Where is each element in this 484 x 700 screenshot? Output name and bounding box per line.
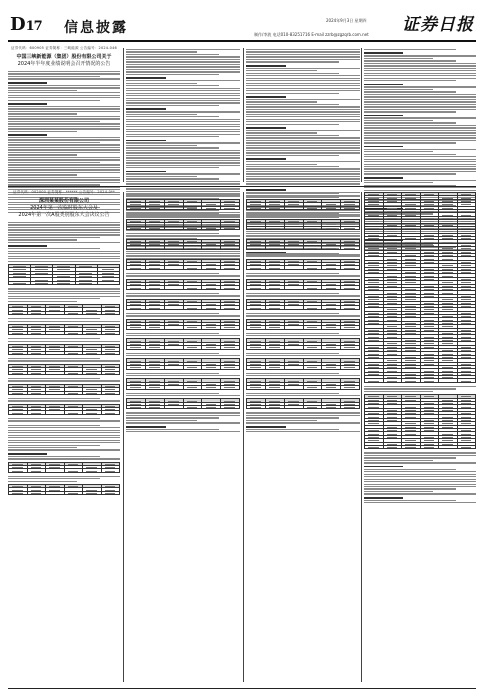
text-lines xyxy=(8,358,120,362)
table-cell xyxy=(341,346,360,349)
table-cell xyxy=(247,326,266,329)
table-cell xyxy=(439,379,458,382)
table-cell xyxy=(28,312,47,315)
table-cell xyxy=(9,392,28,395)
data-table xyxy=(126,219,240,230)
text-lines xyxy=(8,476,120,482)
table-cell xyxy=(127,326,146,329)
table-cell xyxy=(247,266,266,269)
table-cell xyxy=(28,392,47,395)
table-cell xyxy=(322,406,341,409)
table-cell xyxy=(46,352,65,355)
table-cell xyxy=(9,352,28,355)
table-cell xyxy=(304,207,323,210)
table-cell xyxy=(285,386,304,389)
table-cell xyxy=(439,446,458,449)
data-table xyxy=(8,462,120,473)
table-cell xyxy=(247,227,266,230)
data-table xyxy=(8,304,120,315)
table-cell xyxy=(221,366,240,369)
table-cell xyxy=(421,446,440,449)
table-cell xyxy=(146,266,165,269)
table-cell xyxy=(402,446,421,449)
table-cell xyxy=(304,346,323,349)
text-lines xyxy=(8,378,120,382)
table-cell xyxy=(247,406,266,409)
table-cell xyxy=(102,411,121,414)
table-cell xyxy=(146,246,165,249)
column-divider xyxy=(243,48,244,182)
table-cell xyxy=(341,266,360,269)
table-cell xyxy=(83,392,102,395)
text-lines xyxy=(246,333,360,337)
table-cell xyxy=(184,286,203,289)
table-cell xyxy=(83,372,102,375)
table-cell xyxy=(266,366,285,369)
table-cell xyxy=(127,366,146,369)
table-cell xyxy=(322,366,341,369)
table-cell xyxy=(46,392,65,395)
notice-header xyxy=(8,46,120,68)
table-cell xyxy=(322,207,341,210)
table-cell xyxy=(322,286,341,289)
table-cell xyxy=(247,286,266,289)
table-cell xyxy=(402,379,421,382)
table-cell xyxy=(127,406,146,409)
lower-column-3 xyxy=(246,190,360,432)
table-cell xyxy=(146,286,165,289)
table-cell xyxy=(202,366,221,369)
table-cell xyxy=(9,282,31,285)
table-cell xyxy=(65,372,84,375)
table-cell xyxy=(98,282,120,285)
table-cell xyxy=(322,246,341,249)
table-cell xyxy=(165,306,184,309)
table-cell xyxy=(285,227,304,230)
data-table xyxy=(126,259,240,270)
table-cell xyxy=(202,306,221,309)
table-cell xyxy=(46,492,65,495)
text-lines xyxy=(126,233,240,237)
column-divider xyxy=(123,192,124,682)
table-cell xyxy=(146,386,165,389)
table-cell xyxy=(202,246,221,249)
table-cell xyxy=(165,266,184,269)
table-cell xyxy=(184,386,203,389)
text-lines xyxy=(126,273,240,277)
data-table xyxy=(8,484,120,495)
table-cell xyxy=(384,379,403,382)
newspaper-page xyxy=(8,8,476,692)
page-bottom-rule xyxy=(8,688,476,689)
table-cell xyxy=(184,227,203,230)
notice-title: 2024年第一次临时股东大会及 xyxy=(30,205,98,211)
table-cell xyxy=(304,406,323,409)
table-cell xyxy=(127,227,146,230)
table-cell xyxy=(285,306,304,309)
table-cell xyxy=(146,366,165,369)
text-lines xyxy=(8,425,120,460)
notice-subtitle: 2024年半年度业绩说明会召开情况的公告 xyxy=(17,61,111,67)
table-cell xyxy=(341,386,360,389)
table-cell xyxy=(266,306,285,309)
table-cell xyxy=(247,386,266,389)
table-cell xyxy=(46,312,65,315)
table-cell xyxy=(322,386,341,389)
table-cell xyxy=(65,492,84,495)
table-cell xyxy=(304,286,323,289)
text-lines xyxy=(246,393,360,397)
table-cell xyxy=(65,352,84,355)
table-cell xyxy=(53,282,75,285)
data-table xyxy=(246,378,360,389)
table-cell xyxy=(28,372,47,375)
table-cell xyxy=(184,346,203,349)
table-cell xyxy=(266,326,285,329)
text-lines xyxy=(126,293,240,297)
lower-column-2 xyxy=(126,190,240,432)
table-cell xyxy=(221,386,240,389)
data-table xyxy=(126,239,240,250)
table-cell xyxy=(202,326,221,329)
table-cell xyxy=(221,306,240,309)
data-table xyxy=(246,338,360,349)
table-cell xyxy=(65,312,84,315)
table-cell xyxy=(146,306,165,309)
table-cell xyxy=(202,227,221,230)
text-lines xyxy=(8,398,120,402)
data-table xyxy=(126,279,240,290)
table-cell xyxy=(102,392,121,395)
table-cell xyxy=(221,207,240,210)
table-cell xyxy=(9,469,28,472)
data-table xyxy=(246,199,360,210)
table-cell xyxy=(221,227,240,230)
table-cell xyxy=(83,332,102,335)
table-cell xyxy=(46,469,65,472)
text-lines xyxy=(126,373,240,377)
table-cell xyxy=(46,372,65,375)
table-cell xyxy=(184,266,203,269)
text-lines xyxy=(246,273,360,277)
text-lines xyxy=(126,253,240,257)
column-divider xyxy=(361,192,362,682)
table-cell xyxy=(28,332,47,335)
table-cell xyxy=(127,306,146,309)
table-cell xyxy=(28,411,47,414)
table-cell xyxy=(304,306,323,309)
table-cell xyxy=(221,246,240,249)
table-cell xyxy=(322,266,341,269)
table-cell xyxy=(202,346,221,349)
table-cell xyxy=(9,372,28,375)
table-cell xyxy=(247,246,266,249)
data-table xyxy=(126,338,240,349)
table-cell xyxy=(127,346,146,349)
notice-shareholder-meeting xyxy=(8,190,120,495)
data-table xyxy=(364,192,476,383)
table-cell xyxy=(221,286,240,289)
table-cell xyxy=(247,366,266,369)
text-lines xyxy=(8,288,120,302)
table-cell xyxy=(304,366,323,369)
table-cell xyxy=(146,346,165,349)
table-cell xyxy=(322,227,341,230)
table-cell xyxy=(31,282,53,285)
table-cell xyxy=(165,246,184,249)
table-cell xyxy=(83,411,102,414)
table-cell xyxy=(341,366,360,369)
data-table xyxy=(246,259,360,270)
data-table xyxy=(126,398,240,409)
table-cell xyxy=(285,266,304,269)
table-cell xyxy=(285,366,304,369)
table-cell xyxy=(9,332,28,335)
table-cell xyxy=(165,346,184,349)
table-cell xyxy=(184,306,203,309)
table-cell xyxy=(285,326,304,329)
table-cell xyxy=(165,386,184,389)
text-lines xyxy=(126,412,240,432)
table-cell xyxy=(266,207,285,210)
table-cell xyxy=(365,446,384,449)
column-content xyxy=(8,222,120,495)
table-cell xyxy=(247,346,266,349)
text-lines xyxy=(246,193,360,197)
table-cell xyxy=(384,446,403,449)
table-cell xyxy=(127,266,146,269)
table-cell xyxy=(28,352,47,355)
text-lines xyxy=(246,373,360,377)
table-cell xyxy=(341,246,360,249)
text-lines xyxy=(126,193,240,197)
table-cell xyxy=(28,492,47,495)
text-lines xyxy=(246,353,360,357)
table-cell xyxy=(102,332,121,335)
table-cell xyxy=(341,406,360,409)
table-cell xyxy=(184,207,203,210)
column-divider xyxy=(123,48,124,182)
table-cell xyxy=(341,306,360,309)
table-cell xyxy=(65,332,84,335)
notice-header xyxy=(8,190,120,219)
table-cell xyxy=(83,469,102,472)
data-table xyxy=(8,264,120,285)
table-cell xyxy=(65,469,84,472)
table-cell xyxy=(266,406,285,409)
table-cell xyxy=(304,386,323,389)
table-cell xyxy=(266,286,285,289)
table-cell xyxy=(9,492,28,495)
table-cell xyxy=(83,352,102,355)
table-cell xyxy=(127,207,146,210)
table-cell xyxy=(221,406,240,409)
table-cell xyxy=(28,469,47,472)
column-divider xyxy=(361,48,362,182)
table-cell xyxy=(165,286,184,289)
table-cell xyxy=(285,246,304,249)
table-cell xyxy=(202,266,221,269)
table-cell xyxy=(102,372,121,375)
table-cell xyxy=(9,312,28,315)
data-table xyxy=(364,394,476,449)
text-lines xyxy=(8,418,120,422)
editor-contact: 制作/李波 电话010-83251716 E-mail zzrb@zgzqrb.com.net xyxy=(254,32,369,37)
table-cell xyxy=(83,312,102,315)
table-cell xyxy=(165,227,184,230)
table-cell xyxy=(247,207,266,210)
newspaper-logo: 证券日报 xyxy=(402,15,474,35)
table-cell xyxy=(46,411,65,414)
table-cell xyxy=(341,227,360,230)
table-cell xyxy=(322,306,341,309)
data-table xyxy=(8,404,120,415)
table-cell xyxy=(202,386,221,389)
table-cell xyxy=(341,286,360,289)
table-cell xyxy=(322,326,341,329)
table-cell xyxy=(102,312,121,315)
table-cell xyxy=(266,346,285,349)
text-lines xyxy=(246,233,360,237)
table-cell xyxy=(202,286,221,289)
text-lines xyxy=(246,293,360,297)
table-cell xyxy=(146,406,165,409)
table-cell xyxy=(102,469,121,472)
table-cell xyxy=(127,246,146,249)
table-cell xyxy=(127,286,146,289)
table-cell xyxy=(285,346,304,349)
text-lines xyxy=(8,338,120,342)
text-lines xyxy=(126,213,240,217)
table-cell xyxy=(65,411,84,414)
notice-code: 证券代码：600905 证券简称：三峡能源 公告编号：2024-046 xyxy=(11,46,117,50)
table-cell xyxy=(421,379,440,382)
table-cell xyxy=(304,246,323,249)
text-lines xyxy=(8,222,120,262)
table-cell xyxy=(184,406,203,409)
text-lines xyxy=(126,313,240,317)
column-divider xyxy=(243,192,244,682)
table-cell xyxy=(285,406,304,409)
table-cell xyxy=(102,352,121,355)
text-lines xyxy=(246,412,360,432)
table-cell xyxy=(266,386,285,389)
table-cell xyxy=(458,379,477,382)
table-cell xyxy=(165,366,184,369)
data-table xyxy=(126,299,240,310)
table-cell xyxy=(202,207,221,210)
table-cell xyxy=(304,227,323,230)
data-table xyxy=(246,358,360,369)
table-cell xyxy=(341,207,360,210)
data-table xyxy=(246,239,360,250)
table-cell xyxy=(266,246,285,249)
data-table xyxy=(126,358,240,369)
text-lines xyxy=(246,213,360,217)
table-cell xyxy=(146,326,165,329)
text-lines xyxy=(364,386,476,392)
table-cell xyxy=(341,326,360,329)
section-title: 信息披露 xyxy=(64,20,128,36)
data-table xyxy=(126,319,240,330)
table-cell xyxy=(102,492,121,495)
table-cell xyxy=(304,266,323,269)
issue-date: 2024年9月3日 星期四 xyxy=(326,18,367,23)
table-cell xyxy=(365,379,384,382)
data-table xyxy=(246,398,360,409)
table-cell xyxy=(304,326,323,329)
table-cell xyxy=(165,207,184,210)
notice-sanxia xyxy=(8,46,120,213)
table-cell xyxy=(285,207,304,210)
section-divider xyxy=(8,186,476,187)
table-cell xyxy=(247,306,266,309)
data-table xyxy=(8,344,120,355)
text-lines xyxy=(364,452,476,503)
table-cell xyxy=(266,266,285,269)
table-cell xyxy=(165,326,184,329)
table-cell xyxy=(221,326,240,329)
table-cell xyxy=(83,492,102,495)
table-cell xyxy=(184,246,203,249)
text-lines xyxy=(126,393,240,397)
data-table xyxy=(8,364,120,375)
data-table xyxy=(246,299,360,310)
table-cell xyxy=(266,227,285,230)
table-cell xyxy=(146,227,165,230)
data-table xyxy=(8,324,120,335)
table-cell xyxy=(221,266,240,269)
table-cell xyxy=(65,392,84,395)
table-cell xyxy=(322,346,341,349)
table-cell xyxy=(127,386,146,389)
text-lines xyxy=(246,253,360,257)
text-lines xyxy=(246,313,360,317)
company-name: 深圳某某股份有限公司 xyxy=(38,198,89,204)
lower-column-4 xyxy=(364,190,476,503)
table-cell xyxy=(458,446,477,449)
page-number: D17 xyxy=(10,14,42,35)
table-cell xyxy=(202,406,221,409)
text-lines xyxy=(126,333,240,337)
table-cell xyxy=(184,366,203,369)
notice-title: 中国三峡新能源（集团）股份有限公司关于 xyxy=(16,54,112,60)
table-cell xyxy=(146,207,165,210)
data-table xyxy=(126,378,240,389)
text-lines xyxy=(8,318,120,322)
table-cell xyxy=(46,332,65,335)
table-cell xyxy=(165,406,184,409)
table-cell xyxy=(9,411,28,414)
data-table xyxy=(246,219,360,230)
text-lines xyxy=(126,353,240,357)
table-cell xyxy=(184,326,203,329)
data-table xyxy=(246,319,360,330)
notice-code: 证券代码：002000 证券简称：****** 公告编号：2024-0** xyxy=(13,190,115,194)
table-cell xyxy=(76,282,98,285)
data-table xyxy=(126,199,240,210)
data-table xyxy=(8,384,120,395)
masthead xyxy=(8,8,476,42)
data-table xyxy=(246,279,360,290)
table-cell xyxy=(221,346,240,349)
notice-subtitle: 2024年第一次A股类别股东大会决议公告 xyxy=(18,212,110,218)
table-cell xyxy=(285,286,304,289)
